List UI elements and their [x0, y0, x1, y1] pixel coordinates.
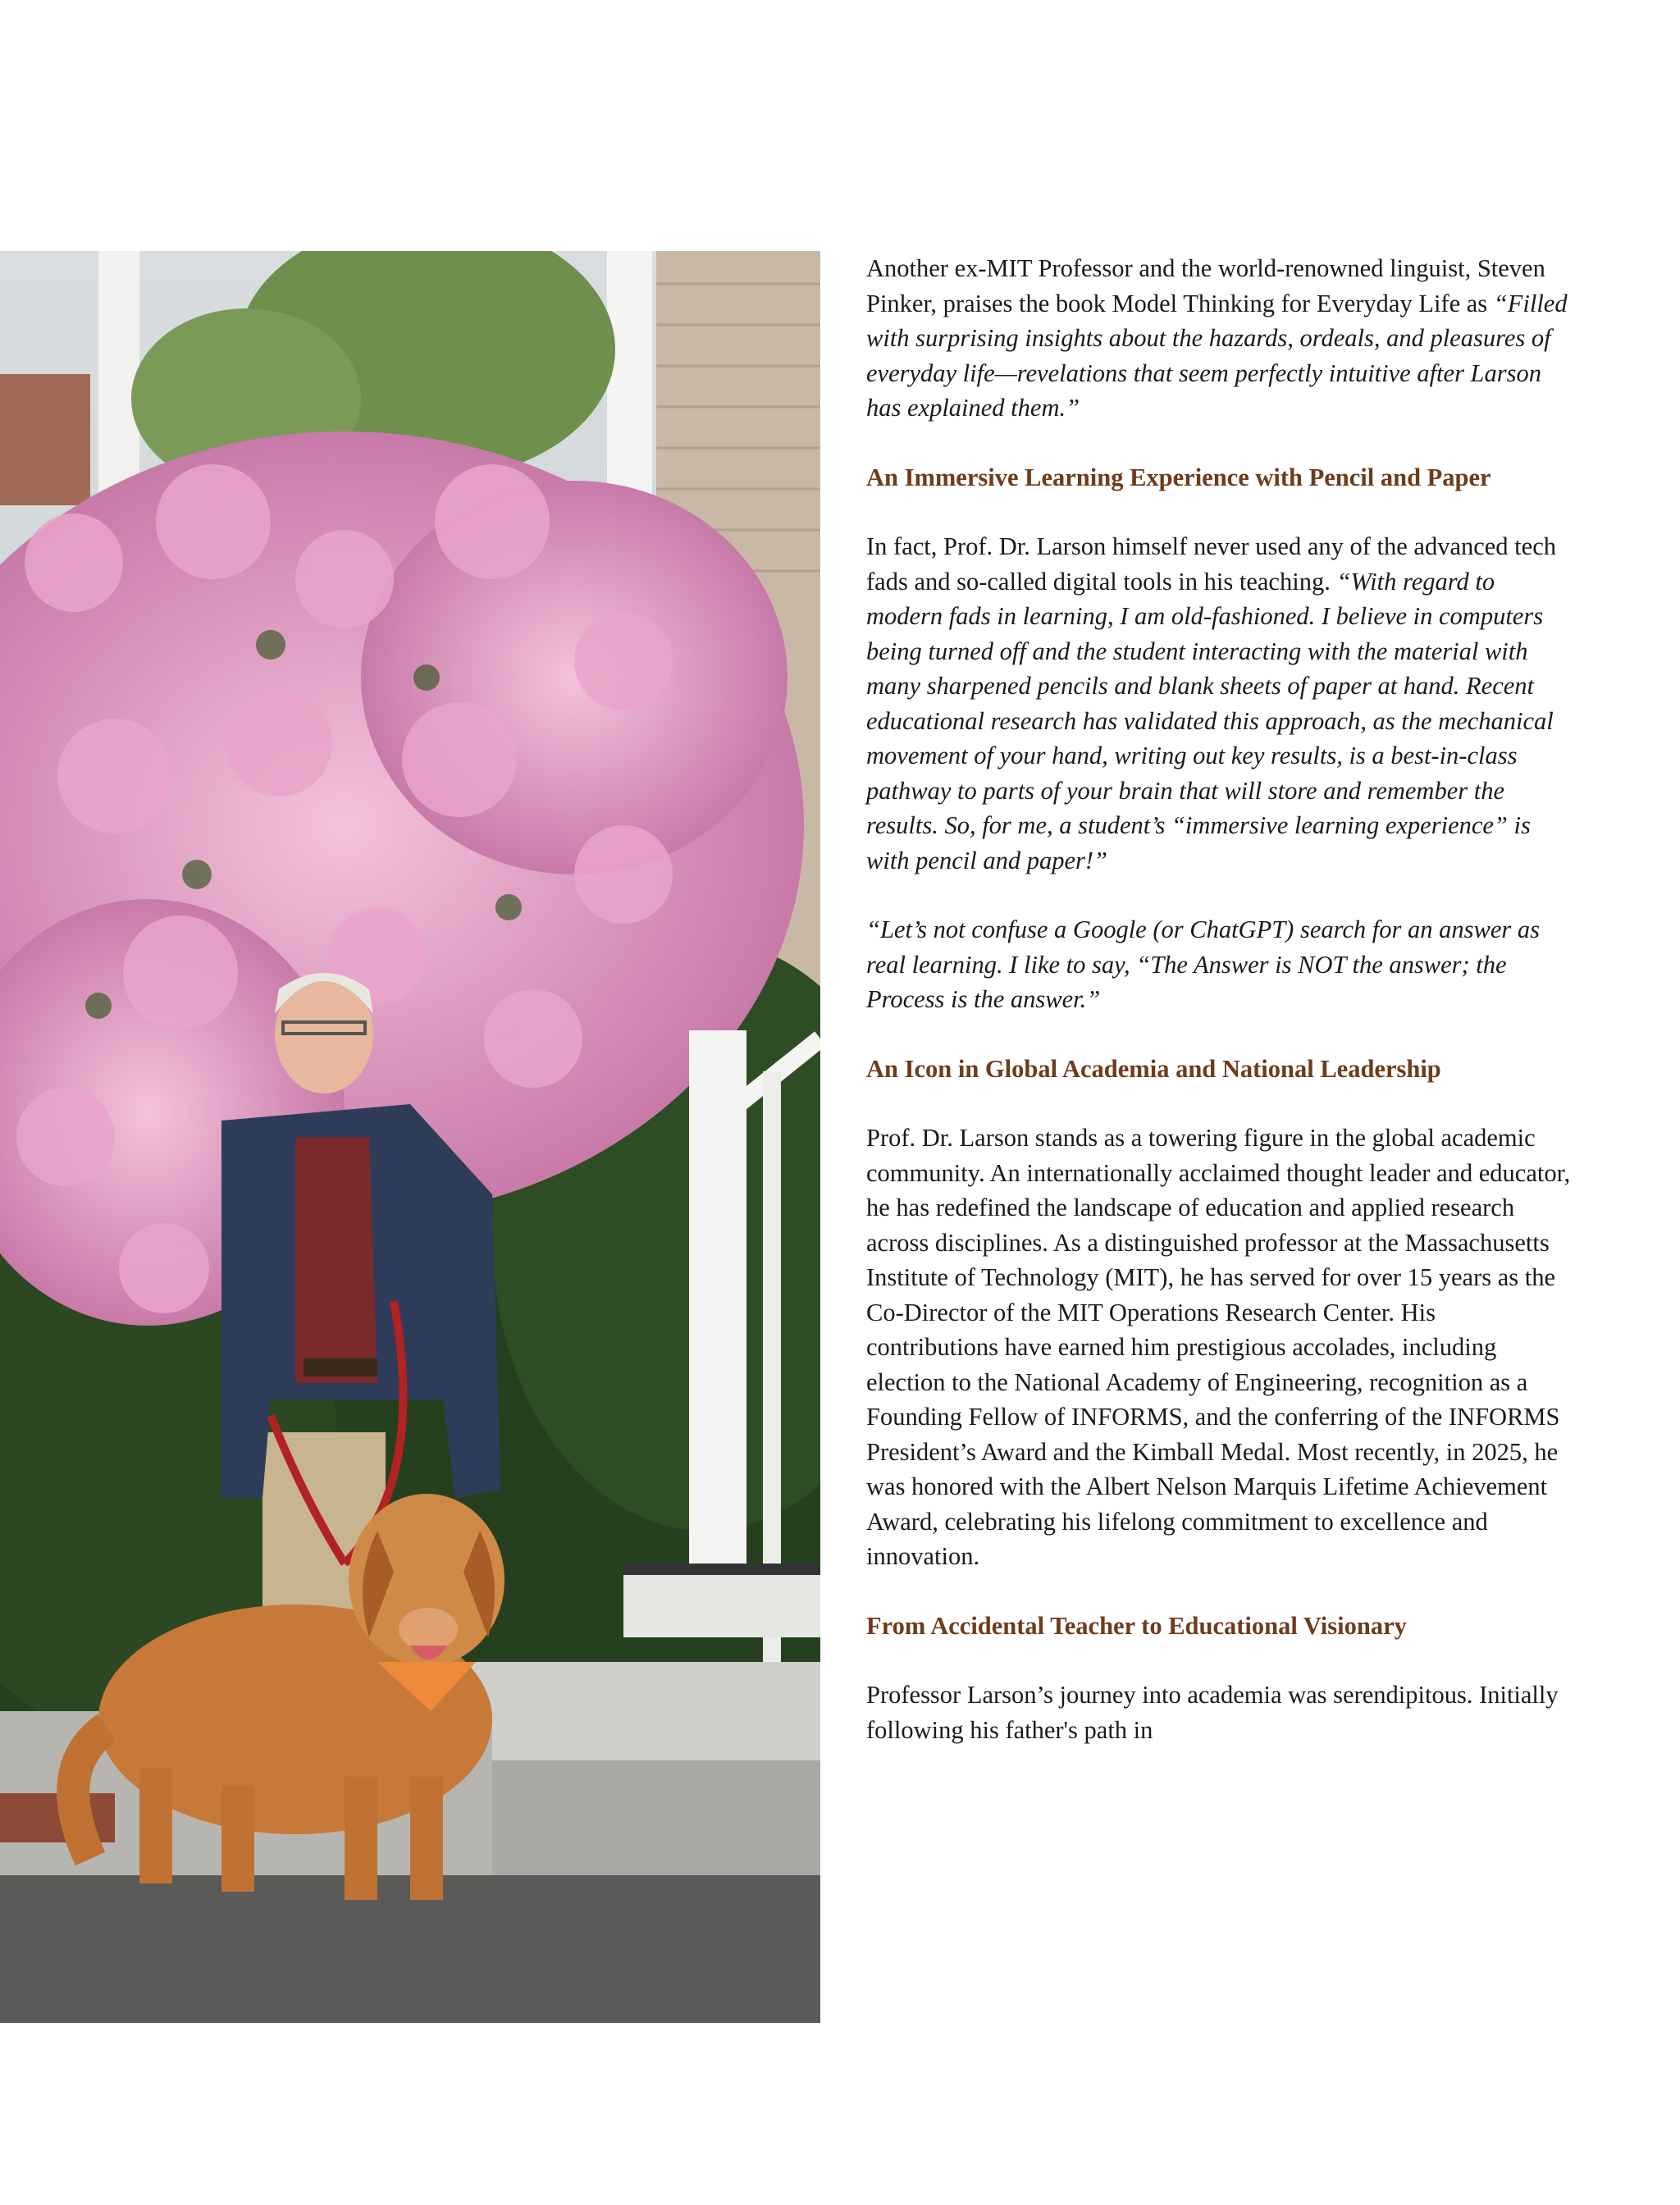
pinker-paragraph	[866, 251, 1572, 426]
heading-accidental-teacher: From Accidental Teacher to Educational Visionary	[866, 1611, 1407, 1640]
pinker-intro: Another ex-MIT Professor and the world-renowned linguist, Steven Pinker, praises the book Model Thinking for Everyday Life as	[866, 254, 1545, 317]
heading-icon-global-academia: An Icon in Global Academia and National Leadership	[866, 1054, 1441, 1083]
article-column	[866, 251, 1572, 1782]
global-academia-paragraph: Prof. Dr. Larson stands as a towering figure in the global academic community. An internationally acclaimed thought leader and educator, he has redefined the landscape of education and applied research across disciplines. As a distinguished professor at the Massachusetts Institute of Technology (MIT), he has served for over 15 years as the Co-Director of the MIT Operations Research Center. His contributions have earned him prestigious accolades, including election to the National Academy of Engineering, recognition as a Founding Fellow of INFORMS, and the conferring of the INFORMS President’s Award and the Kimball Medal. Most recently, in 2025, he was honored with the Albert Nelson Marquis Lifetime Achievement Award, celebrating his lifelong commitment to excellence and innovation.	[866, 1124, 1571, 1570]
pencil-paper-quote: “With regard to modern fads in learning, I am old-fashioned. I believe in computers being turned off and the student interacting with the material with many sharpened pencils and blank sheets of paper at hand. Recent educational research has validated this approach, as the mechanical movement of your hand, writing out key results, is a best-in-class pathway to parts of your brain that will store and remember the results. So, for me, a student’s “immersive learning experience” is with pencil and paper!”	[866, 567, 1554, 874]
article-photo	[0, 251, 820, 2023]
journey-paragraph: Professor Larson’s journey into academia was serendipitous. Initially following his father's path in	[866, 1681, 1559, 1744]
heading-immersive-learning: An Immersive Learning Experience with Pencil and Paper	[866, 463, 1491, 491]
pencil-paper-intro: In fact, Prof. Dr. Larson himself never used any of the advanced tech fads and so-called digital tools in his teaching.	[866, 532, 1556, 596]
man-with-dog-photo	[0, 251, 820, 2023]
pencil-paper-paragraph	[866, 529, 1572, 878]
google-quote-paragraph: “Let’s not confuse a Google (or ChatGPT) search for an answer as real learning. I like to say, “The Answer is NOT the answer; the Process is the answer.”	[866, 915, 1540, 1013]
pinker-quote: “Filled with surprising insights about the hazards, ordeals, and pleasures of everyday life—revelations that seem perfectly intuitive after Larson has explained them.”	[866, 289, 1568, 422]
